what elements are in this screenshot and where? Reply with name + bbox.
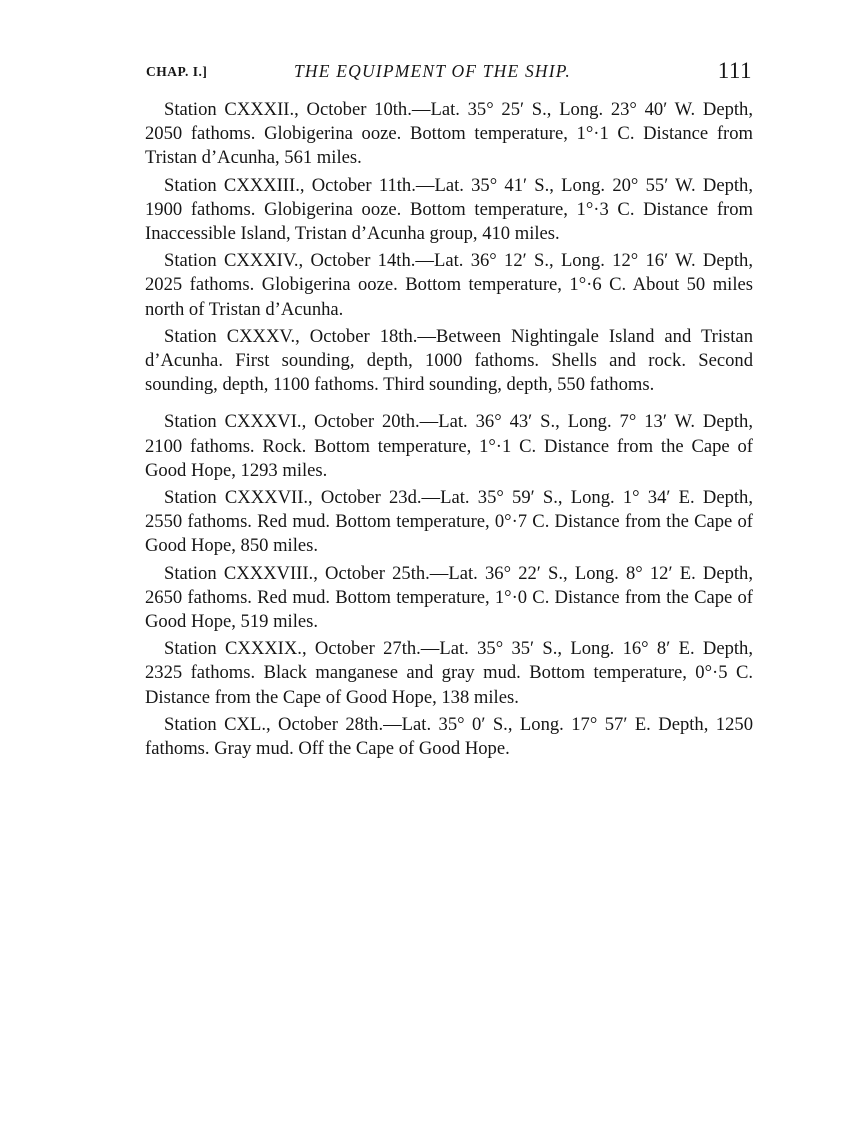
page-number: 111 — [717, 58, 752, 83]
station-paragraph: Station CXXXVIII., October 25th.—Lat. 36° 22′ S., Long. 8° 12′ E. Depth, 2650 fathoms. Red mud. Bottom temperature, 1°·0 C. Distance from the Cape of Good Hope, 519 miles. — [145, 562, 753, 633]
chapter-label: CHAP. I.] — [146, 64, 208, 79]
station-paragraph: Station CXL., October 28th.—Lat. 35° 0′ S., Long. 17° 57′ E. Depth, 1250 fathoms. Gray mud. Off the Cape of Good Hope. — [145, 713, 753, 760]
station-paragraph: Station CXXXIX., October 27th.—Lat. 35° 35′ S., Long. 16° 8′ E. Depth, 2325 fathoms. Black manganese and gray mud. Bottom temperature, 0°·5 C. Distance from the Cape of Good Hope, 138 miles. — [145, 638, 753, 708]
running-head — [146, 58, 758, 92]
running-head-title: THE EQUIPMENT OF THE SHIP. — [294, 61, 572, 81]
station-paragraph: Station CXXXVI., October 20th.—Lat. 36° 43′ S., Long. 7° 13′ W. Depth, 2100 fathoms. Rock. Bottom temperature, 1°·1 C. Distance from the Cape of Good Hope, 1293 miles. — [145, 411, 753, 481]
station-paragraph: Station CXXXVII., October 23d.—Lat. 35° 59′ S., Long. 1° 34′ E. Depth, 2550 fathoms. Red mud. Bottom temperature, 0°·7 C. Distance from the Cape of Good Hope, 850 miles. — [145, 487, 753, 557]
station-paragraph: Station CXXXIII., October 11th.—Lat. 35° 41′ S., Long. 20° 55′ W. Depth, 1900 fathoms. Globigerina ooze. Bottom temperature, 1°·3 C. Distance from Inaccessible Island, Tristan d’Acunha group, 410 miles. — [145, 174, 753, 245]
station-paragraph: Station CXXXII., October 10th.—Lat. 35° 25′ S., Long. 23° 40′ W. Depth, 2050 fathoms. Globigerina ooze. Bottom temperature, 1°·1 C. Distance from Tristan d’Acunha, 561 miles. — [145, 99, 753, 169]
page-body — [145, 98, 753, 761]
station-paragraph: Station CXXXIV., October 14th.—Lat. 36° 12′ S., Long. 12° 16′ W. Depth, 2025 fathoms. Globigerina ooze. Bottom temperature, 1°·6 C. About 50 miles north of Tristan d’Acunha. — [145, 250, 753, 320]
station-paragraph: Station CXXXV., October 18th.—Between Nightingale Island and Tristan d’Acunha. First sounding, depth, 1000 fathoms. Shells and rock. Second sounding, depth, 1100 fathoms. Third sounding, depth, 550 fathoms. — [145, 325, 753, 396]
